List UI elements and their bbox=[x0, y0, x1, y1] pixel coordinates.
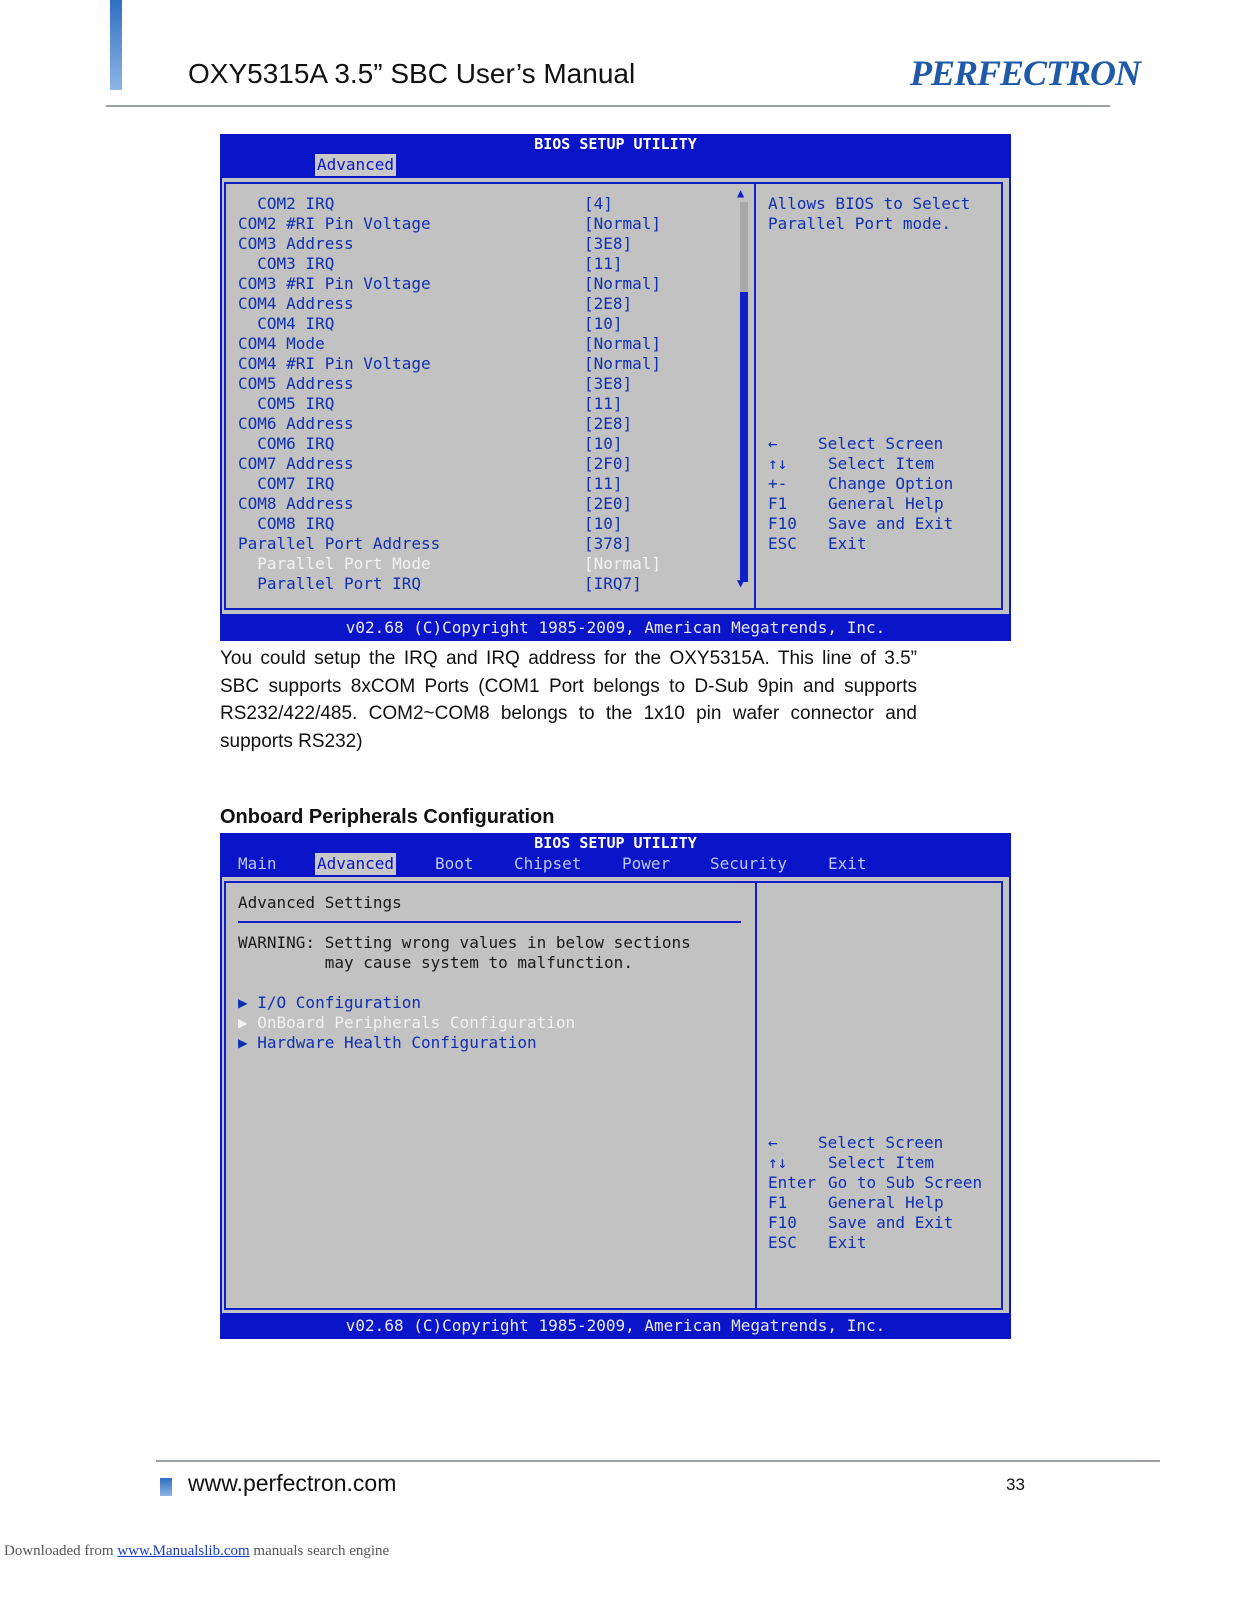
setting-value[interactable]: [10] bbox=[584, 314, 623, 333]
setting-value[interactable]: [2E8] bbox=[584, 294, 633, 313]
submenu-onboard-peripherals[interactable]: ▶ OnBoard Peripherals Configuration bbox=[238, 1013, 576, 1032]
key-description: Save and Exit bbox=[828, 514, 954, 533]
setting-value[interactable]: [378] bbox=[584, 534, 633, 553]
setting-label[interactable]: Parallel Port Address bbox=[238, 534, 441, 553]
setting-label[interactable]: COM3 #RI Pin Voltage bbox=[238, 274, 431, 293]
manual-title: OXY5315A 3.5” SBC User’s Manual bbox=[188, 58, 636, 89]
submenu-hardware-health[interactable]: ▶ Hardware Health Configuration bbox=[238, 1033, 537, 1052]
bios-copyright: v02.68 (C)Copyright 1985-2009, American Megatrends, Inc. bbox=[220, 1313, 1011, 1339]
key-label: F1 bbox=[768, 1193, 788, 1212]
setting-label[interactable]: COM7 IRQ bbox=[238, 474, 335, 493]
setting-label[interactable]: COM7 Address bbox=[238, 454, 354, 473]
download-suffix: manuals search engine bbox=[249, 1543, 390, 1559]
tab-security[interactable]: Security bbox=[710, 854, 788, 873]
section-heading: Onboard Peripherals Configuration bbox=[220, 806, 555, 828]
footer-accent-square bbox=[160, 1478, 172, 1496]
tab-exit[interactable]: Exit bbox=[828, 854, 867, 873]
key-label: ← bbox=[768, 1133, 778, 1152]
setting-value[interactable]: [10] bbox=[584, 434, 623, 453]
download-notice bbox=[4, 1543, 389, 1560]
key-label: ESC bbox=[768, 1233, 797, 1252]
key-description: Change Option bbox=[828, 474, 954, 493]
scrollbar-thumb[interactable] bbox=[740, 202, 748, 292]
setting-value[interactable]: [2E8] bbox=[584, 414, 633, 433]
setting-value[interactable]: [3E8] bbox=[584, 374, 633, 393]
bios-copyright: v02.68 (C)Copyright 1985-2009, American Megatrends, Inc. bbox=[220, 615, 1011, 641]
setting-label[interactable]: COM4 IRQ bbox=[238, 314, 335, 333]
setting-label[interactable]: COM3 Address bbox=[238, 234, 354, 253]
bios-menu-bar bbox=[220, 853, 1011, 875]
setting-label[interactable]: COM4 #RI Pin Voltage bbox=[238, 354, 431, 373]
key-description: Save and Exit bbox=[828, 1213, 954, 1232]
setting-value[interactable]: [4] bbox=[584, 194, 613, 213]
setting-value[interactable]: [IRQ7] bbox=[584, 574, 642, 593]
heading-divider bbox=[238, 921, 741, 923]
warning-line2: may cause system to malfunction. bbox=[238, 953, 633, 972]
setting-value[interactable]: [Normal] bbox=[584, 554, 662, 573]
bios-panel bbox=[222, 178, 1009, 614]
setting-value[interactable]: [11] bbox=[584, 394, 623, 413]
setting-label[interactable]: COM5 IRQ bbox=[238, 394, 335, 413]
tab-boot[interactable]: Boot bbox=[435, 854, 474, 873]
setting-value[interactable]: [2F0] bbox=[584, 454, 633, 473]
setting-value[interactable]: [10] bbox=[584, 514, 623, 533]
bios-title: BIOS SETUP UTILITY bbox=[220, 833, 1011, 853]
key-description: General Help bbox=[828, 1193, 944, 1212]
perfectron-logo: PERFECTRON bbox=[910, 53, 1141, 93]
key-label: ↑↓ bbox=[768, 454, 788, 473]
help-text-line1: Allows BIOS to Select bbox=[768, 194, 971, 213]
key-label: F1 bbox=[768, 494, 788, 513]
bios-screen-com-ports bbox=[220, 134, 1011, 641]
setting-label[interactable]: COM4 Address bbox=[238, 294, 354, 313]
setting-value[interactable]: [Normal] bbox=[584, 274, 662, 293]
key-label: ↑↓ bbox=[768, 1153, 788, 1172]
key-label: F10 bbox=[768, 514, 797, 533]
scroll-up-arrow-icon[interactable]: ▲ bbox=[737, 186, 745, 200]
setting-label[interactable]: COM6 IRQ bbox=[238, 434, 335, 453]
setting-label[interactable]: COM4 Mode bbox=[238, 334, 325, 353]
key-description: Select Item bbox=[828, 1153, 934, 1172]
setting-value[interactable]: [Normal] bbox=[584, 354, 662, 373]
tab-advanced[interactable]: Advanced bbox=[317, 854, 395, 873]
setting-label[interactable]: COM6 Address bbox=[238, 414, 354, 433]
setting-value[interactable]: [11] bbox=[584, 254, 623, 273]
setting-label[interactable]: Parallel Port IRQ bbox=[238, 574, 422, 593]
key-description: Select Screen bbox=[818, 434, 944, 453]
bios-menu-bar bbox=[220, 154, 1011, 176]
warning-line1: WARNING: Setting wrong values in below sections bbox=[238, 933, 691, 952]
footer-divider bbox=[156, 1460, 1160, 1462]
download-prefix: Downloaded from bbox=[4, 1543, 114, 1559]
tab-advanced[interactable]: Advanced bbox=[317, 155, 395, 174]
submenu-io-configuration[interactable]: ▶ I/O Configuration bbox=[238, 993, 422, 1012]
setting-value[interactable]: [3E8] bbox=[584, 234, 633, 253]
setting-label[interactable]: Parallel Port Mode bbox=[238, 554, 431, 573]
key-description: Select Screen bbox=[818, 1133, 944, 1152]
bios-title: BIOS SETUP UTILITY bbox=[220, 134, 1011, 154]
key-label: Enter bbox=[768, 1173, 817, 1192]
header-accent-bar bbox=[110, 0, 122, 90]
scroll-down-arrow-icon[interactable]: ▼ bbox=[737, 576, 745, 590]
description-paragraph: You could setup the IRQ and IRQ address for the OXY5315A. This line of 3.5” SBC supports 8xCOM Ports (COM1 Port belongs to D-Sub 9pin and supports RS232/422/485. COM2~COM8 belongs to the 1x10 pin wafer connector and supports RS232) bbox=[220, 648, 917, 752]
tab-main[interactable]: Main bbox=[238, 854, 277, 873]
key-description: Exit bbox=[828, 1233, 867, 1252]
setting-value[interactable]: [Normal] bbox=[584, 214, 662, 233]
key-label: +- bbox=[768, 474, 788, 493]
page-number: 33 bbox=[1006, 1475, 1025, 1494]
key-description: General Help bbox=[828, 494, 944, 513]
setting-label[interactable]: COM8 IRQ bbox=[238, 514, 335, 533]
header-divider bbox=[106, 105, 1110, 107]
setting-label[interactable]: COM8 Address bbox=[238, 494, 354, 513]
help-text-line2: Parallel Port mode. bbox=[768, 214, 952, 233]
bios-panel bbox=[222, 877, 1009, 1314]
advanced-settings-heading: Advanced Settings bbox=[238, 893, 402, 912]
tab-chipset[interactable]: Chipset bbox=[514, 854, 582, 873]
setting-label[interactable]: COM2 #RI Pin Voltage bbox=[238, 214, 431, 233]
key-description: Go to Sub Screen bbox=[828, 1173, 983, 1192]
key-label: ESC bbox=[768, 534, 797, 553]
setting-value[interactable]: [2E0] bbox=[584, 494, 633, 513]
setting-label[interactable]: COM2 IRQ bbox=[238, 194, 335, 213]
setting-value[interactable]: [11] bbox=[584, 474, 623, 493]
tab-power[interactable]: Power bbox=[622, 854, 671, 873]
key-label: ← bbox=[768, 434, 778, 453]
key-description: Select Item bbox=[828, 454, 934, 473]
setting-value[interactable]: [Normal] bbox=[584, 334, 662, 353]
footer-website: www.perfectron.com bbox=[188, 1470, 397, 1496]
manualslib-link[interactable]: www.Manualslib.com bbox=[117, 1543, 250, 1559]
bios-screen-advanced bbox=[220, 833, 1011, 1339]
key-label: F10 bbox=[768, 1213, 797, 1232]
setting-label[interactable]: COM3 IRQ bbox=[238, 254, 335, 273]
key-description: Exit bbox=[828, 534, 867, 553]
setting-label[interactable]: COM5 Address bbox=[238, 374, 354, 393]
